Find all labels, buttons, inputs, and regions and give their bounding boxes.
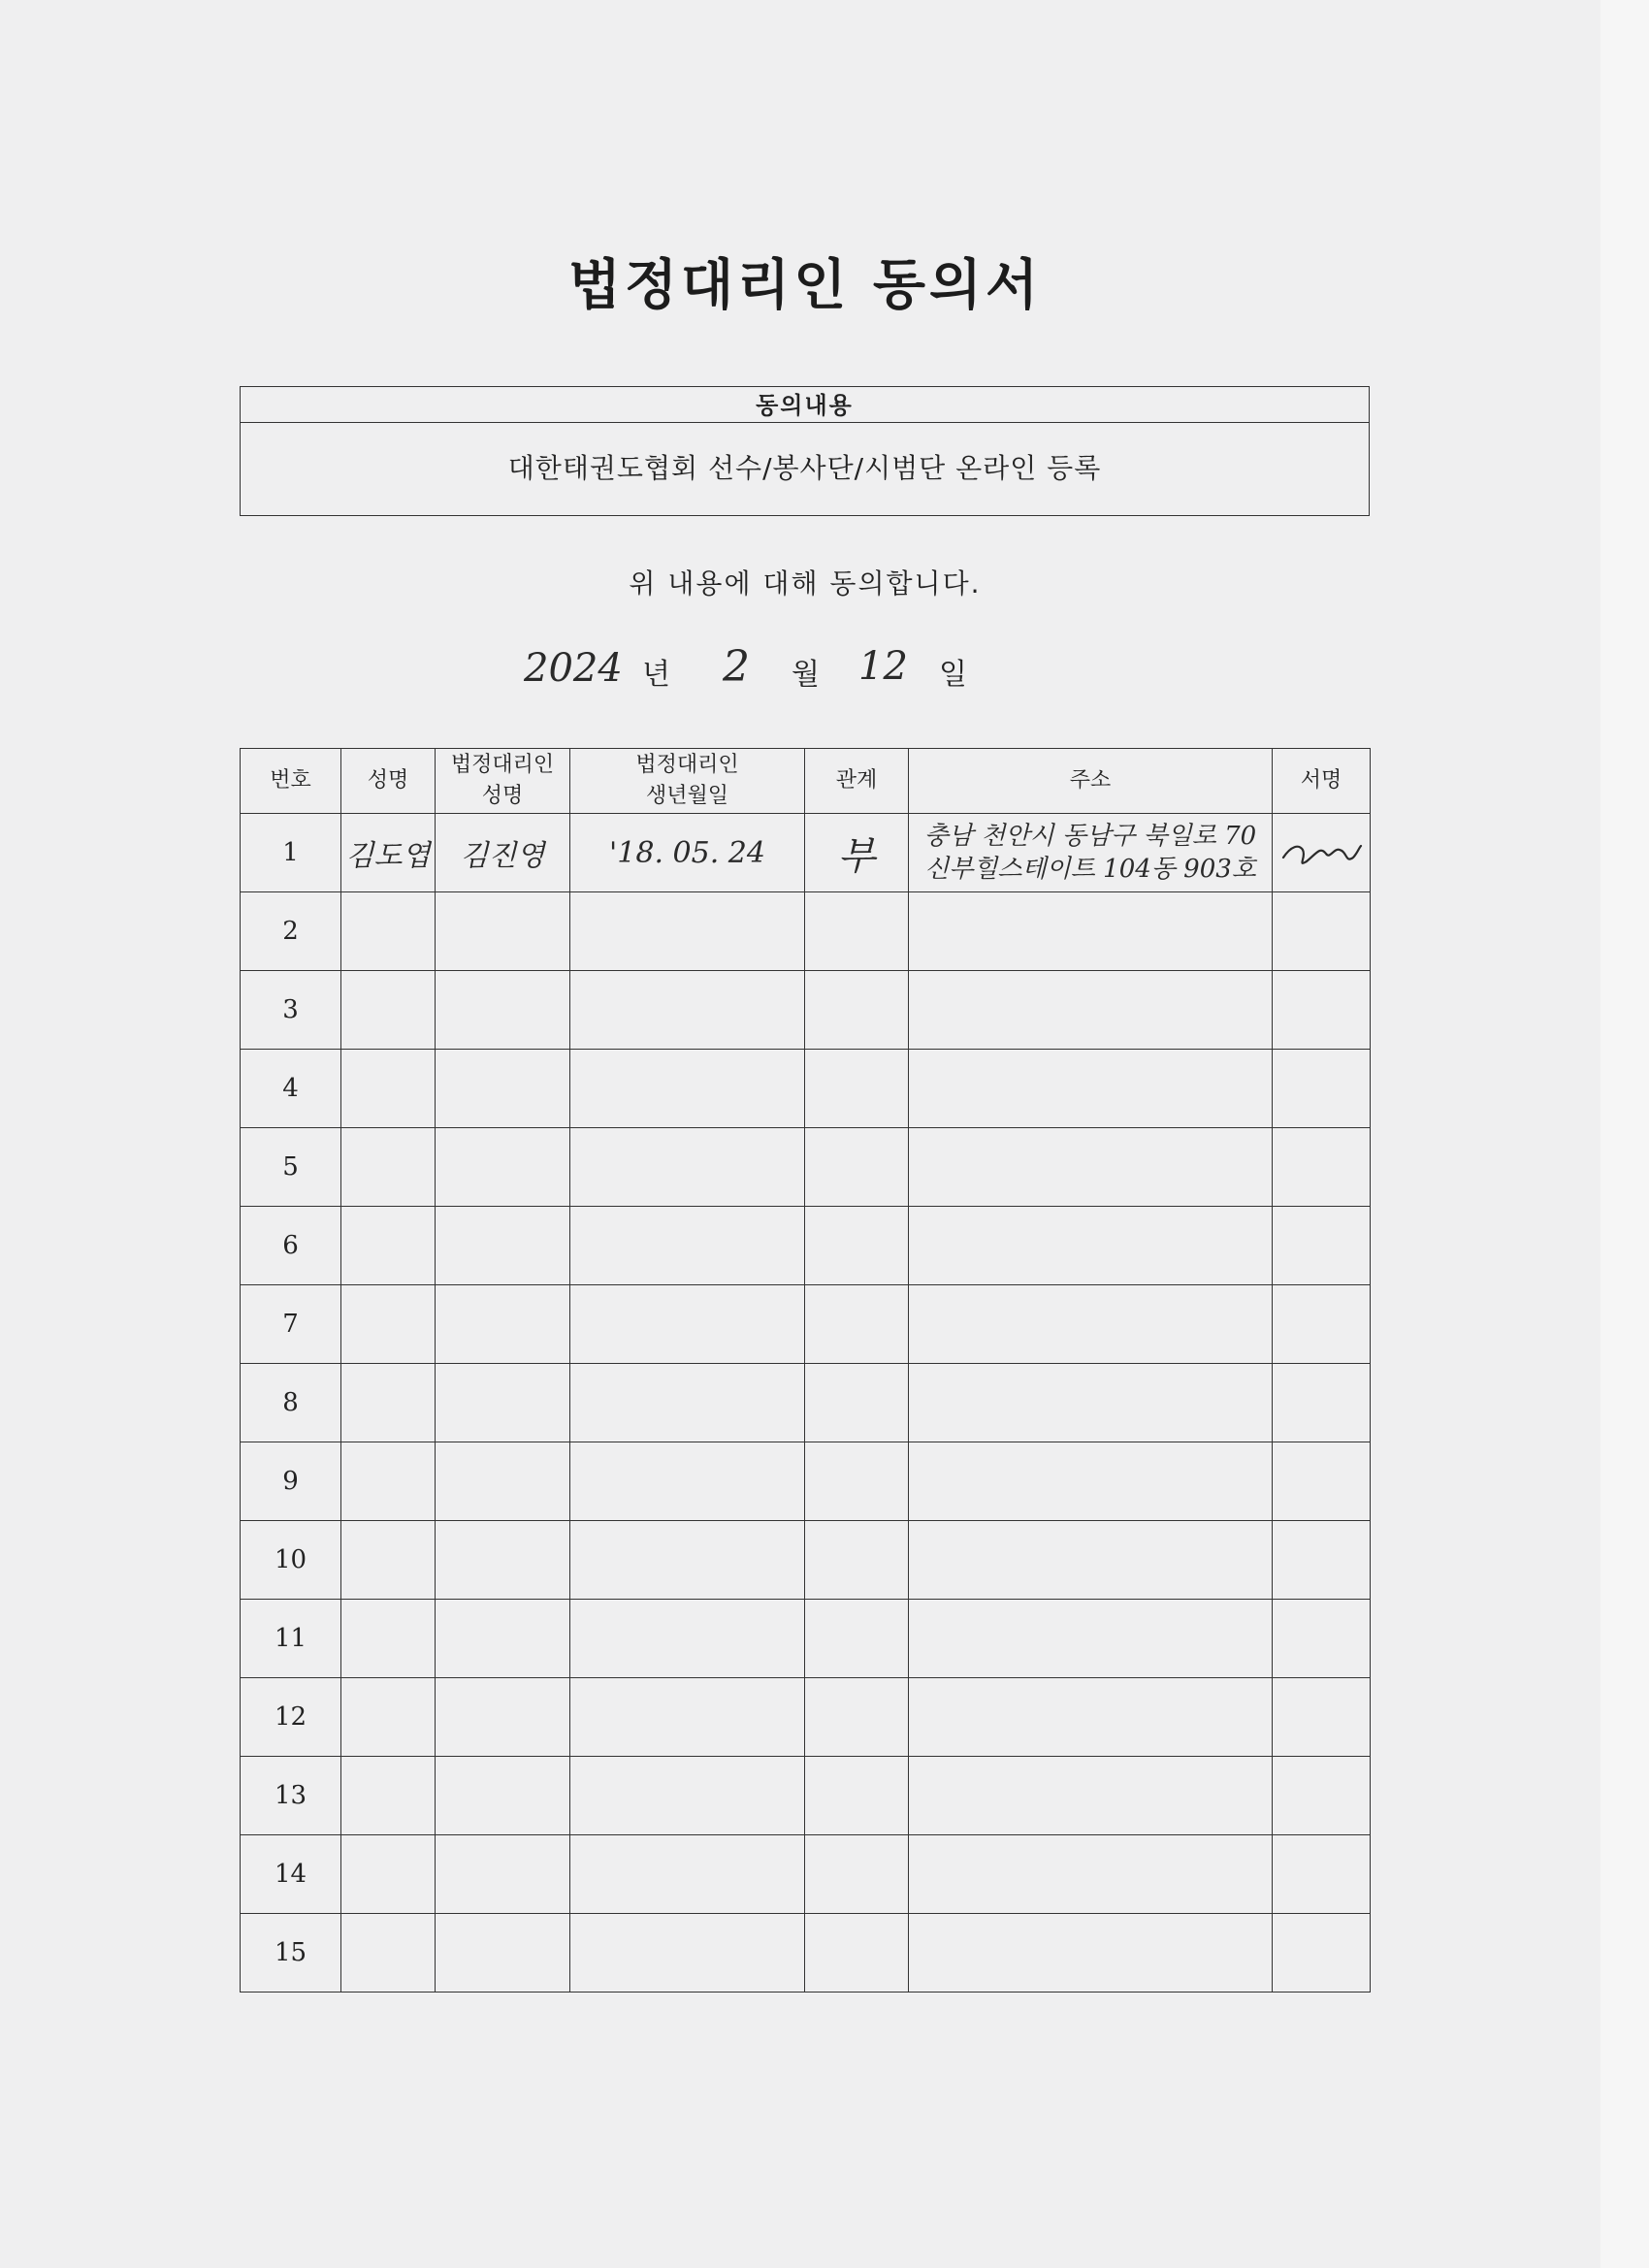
relation (805, 1128, 909, 1207)
table-row (241, 1285, 1371, 1364)
relation: 부 (805, 814, 909, 892)
guardian-birthdate (570, 1521, 805, 1600)
signature-cell (1273, 1678, 1371, 1757)
address (909, 1835, 1273, 1914)
table-row (241, 1442, 1371, 1521)
row-number: 3 (241, 971, 341, 1050)
student-name (341, 1285, 436, 1364)
row-number: 6 (241, 1207, 341, 1285)
address (909, 1521, 1273, 1600)
guardian-name: 김진영 (436, 814, 570, 892)
address-line2: 신부힐스테이트 104동 903호 (924, 855, 1256, 884)
header-no: 번호 (241, 749, 341, 814)
guardian-name (436, 1914, 570, 1993)
guardian-birthdate (570, 1757, 805, 1835)
address (909, 1364, 1273, 1442)
guardian-name (436, 1285, 570, 1364)
address (909, 1285, 1273, 1364)
guardian-name (436, 892, 570, 971)
consent-header: 동의내용 (241, 387, 1369, 423)
table-row (241, 971, 1371, 1050)
date-month: 2 (723, 642, 750, 692)
agree-statement: 위 내용에 대해 동의합니다. (629, 567, 982, 599)
guardian-birthdate (570, 1600, 805, 1678)
table-row (241, 1364, 1371, 1442)
header-guardian-birth (570, 749, 805, 814)
student-name (341, 971, 436, 1050)
row-number: 8 (241, 1364, 341, 1442)
guardian-birthdate (570, 1364, 805, 1442)
relation (805, 1364, 909, 1442)
table-row (241, 1207, 1371, 1285)
address (909, 892, 1273, 971)
table-row (241, 1914, 1371, 1993)
student-name (341, 1364, 436, 1442)
student-name (341, 1914, 436, 1993)
address (909, 1600, 1273, 1678)
signature-cell (1273, 1914, 1371, 1993)
consent-box (240, 386, 1370, 516)
row-number: 15 (241, 1914, 341, 1993)
row-number: 1 (241, 814, 341, 892)
table-row (241, 1678, 1371, 1757)
row-number: 2 (241, 892, 341, 971)
guardian-name (436, 1442, 570, 1521)
student-name (341, 1521, 436, 1600)
address (909, 1128, 1273, 1207)
date-day-label: 일 (939, 658, 967, 692)
date-day: 12 (858, 644, 908, 689)
header-signature: 서명 (1273, 749, 1371, 814)
row-number: 5 (241, 1128, 341, 1207)
registration-table (240, 748, 1371, 1993)
handwritten-signature (1277, 828, 1365, 877)
signature-cell (1273, 1757, 1371, 1835)
student-name (341, 892, 436, 971)
date-year-label: 년 (642, 658, 670, 692)
address (909, 1207, 1273, 1285)
guardian-name (436, 1835, 570, 1914)
guardian-birthdate (570, 1914, 805, 1993)
relation (805, 1285, 909, 1364)
student-name (341, 1050, 436, 1128)
signature-cell (1273, 1521, 1371, 1600)
header-guardian-name (436, 749, 570, 814)
relation (805, 1914, 909, 1993)
student-name (341, 1835, 436, 1914)
student-name (341, 1128, 436, 1207)
guardian-birthdate (570, 892, 805, 971)
row-number: 9 (241, 1442, 341, 1521)
relation (805, 1207, 909, 1285)
table-row (241, 1757, 1371, 1835)
header-name: 성명 (341, 749, 436, 814)
signature-cell (1273, 1050, 1371, 1128)
address (909, 1442, 1273, 1521)
signature-cell (1273, 1285, 1371, 1364)
guardian-birthdate (570, 1128, 805, 1207)
row-number: 14 (241, 1835, 341, 1914)
guardian-birthdate (570, 1835, 805, 1914)
row-number: 12 (241, 1678, 341, 1757)
guardian-birthdate (570, 1678, 805, 1757)
signature-cell (1273, 1835, 1371, 1914)
guardian-birthdate (570, 1442, 805, 1521)
relation (805, 1050, 909, 1128)
signature-cell (1273, 971, 1371, 1050)
relation (805, 971, 909, 1050)
student-name (341, 1442, 436, 1521)
guardian-name (436, 1600, 570, 1678)
relation (805, 1442, 909, 1521)
relation (805, 1600, 909, 1678)
relation (805, 1757, 909, 1835)
guardian-name (436, 1521, 570, 1600)
table-header-row (241, 749, 1371, 814)
signature-cell (1273, 814, 1371, 892)
student-name (341, 1600, 436, 1678)
date-year: 2024 (524, 646, 623, 691)
table-row (241, 814, 1371, 892)
guardian-name (436, 1364, 570, 1442)
signature-cell (1273, 1600, 1371, 1678)
relation (805, 1521, 909, 1600)
guardian-name (436, 1207, 570, 1285)
row-number: 10 (241, 1521, 341, 1600)
table-row (241, 1050, 1371, 1128)
header-guardian-name-line1: 법정대리인 (450, 753, 555, 777)
relation (805, 1835, 909, 1914)
signature-cell (1273, 1442, 1371, 1521)
header-relation: 관계 (805, 749, 909, 814)
table-row (241, 1835, 1371, 1914)
student-name (341, 1678, 436, 1757)
row-number: 7 (241, 1285, 341, 1364)
date-month-label: 월 (792, 658, 820, 692)
table-row (241, 892, 1371, 971)
address (909, 1914, 1273, 1993)
student-name (341, 1757, 436, 1835)
guardian-name (436, 971, 570, 1050)
row-number: 4 (241, 1050, 341, 1128)
header-guardian-birth-line1: 법정대리인 (635, 753, 739, 777)
consent-body: 대한태권도협회 선수/봉사단/시범단 온라인 등록 (507, 452, 1102, 484)
table-row (241, 1128, 1371, 1207)
guardian-birthdate (570, 1207, 805, 1285)
document-title: 법정대리인 동의서 (567, 254, 1043, 317)
address (909, 1757, 1273, 1835)
row-number: 13 (241, 1757, 341, 1835)
signature-cell (1273, 1207, 1371, 1285)
guardian-name (436, 1678, 570, 1757)
guardian-name (436, 1128, 570, 1207)
guardian-birthdate (570, 1285, 805, 1364)
guardian-birthdate: '18. 05. 24 (570, 814, 805, 892)
guardian-birthdate (570, 971, 805, 1050)
address (909, 1050, 1273, 1128)
address (909, 814, 1273, 892)
header-address: 주소 (909, 749, 1273, 814)
student-name (341, 1207, 436, 1285)
address (909, 1678, 1273, 1757)
address-line1: 충남 천안시 동남구 북일로 70 (923, 822, 1257, 851)
address (909, 971, 1273, 1050)
row-number: 11 (241, 1600, 341, 1678)
signature-cell (1273, 1364, 1371, 1442)
signature-cell (1273, 892, 1371, 971)
header-guardian-name-line2: 성명 (481, 784, 524, 808)
relation (805, 892, 909, 971)
table-row (241, 1600, 1371, 1678)
date-row (0, 640, 1649, 698)
guardian-name (436, 1050, 570, 1128)
scan-edge (1600, 0, 1649, 2268)
header-guardian-birth-line2: 생년월일 (645, 784, 728, 808)
signature-cell (1273, 1128, 1371, 1207)
student-name: 김도엽 (341, 814, 436, 892)
guardian-name (436, 1757, 570, 1835)
relation (805, 1678, 909, 1757)
guardian-birthdate (570, 1050, 805, 1128)
table-row (241, 1521, 1371, 1600)
